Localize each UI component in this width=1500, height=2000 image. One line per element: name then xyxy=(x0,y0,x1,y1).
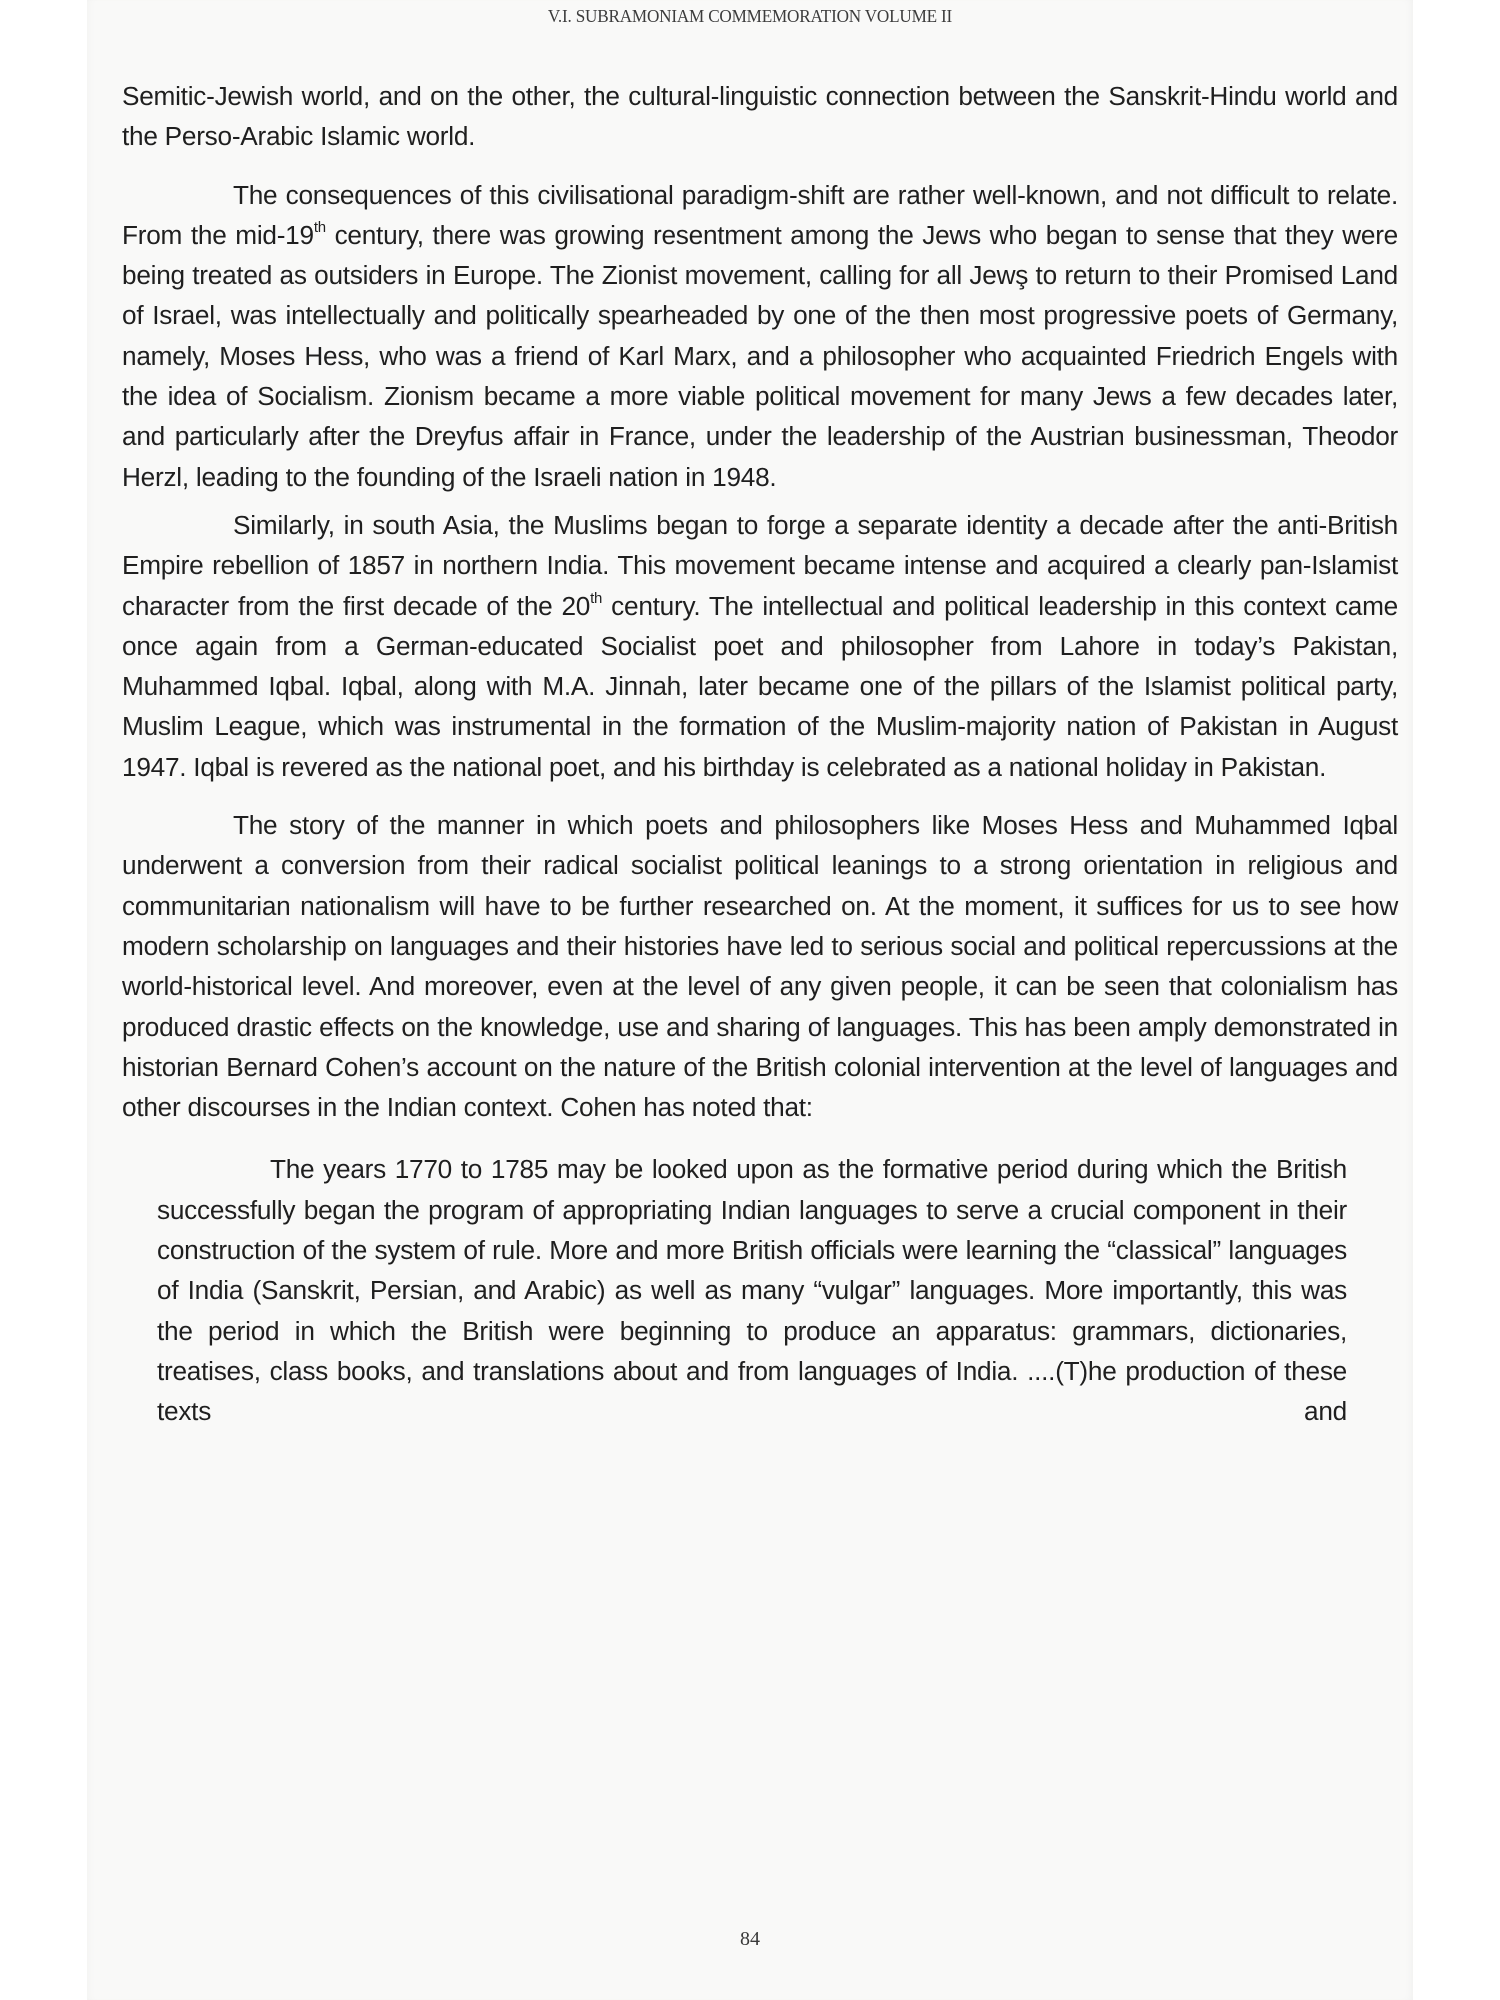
page-number: 84 xyxy=(740,1928,760,1950)
paragraph-2 xyxy=(122,175,1398,497)
ordinal-superscript: th xyxy=(313,219,326,237)
paragraph-2-text-b: century, there was growing resentment among the Jews who began to sense that they were being treated as outsiders in Europe. The Zionist movement, calling for all Jewş to return to their Promised Land of Israel, was intellectually and politically spearheaded by one of the then most progressive poets of Germany, namely, Moses Hess, who was a friend of Karl Marx, and a philosopher who acquainted Friedrich Engels with the idea of Socialism. Zionism became a more viable political movement for many Jews a few decades later, and particularly after the Dreyfus affair in France, under the leadership of the Austrian businessman, Theodor Herzl, leading to the founding of the Israeli nation in 1948. xyxy=(122,219,1398,492)
block-quote: The years 1770 to 1785 may be looked upon as the formative period during which the British successfully began the program of appropriating Indian languages to serve a crucial component in their construction of the system of rule. More and more British officials were learning the “classical” languages of India (Sanskrit, Persian, and Arabic) as well as many “vulgar” languages. More importantly, this was the period in which the British were beginning to produce an apparatus: grammars, dictionaries, treatises, class books, and translations about and from languages of India. ....(T)he production of these texts and xyxy=(157,1154,1347,1427)
paragraph-4: The story of the manner in which poets and philosophers like Moses Hess and Muhammed Iqbal underwent a conversion from their radical socialist political leanings to a strong orientation in religious and communitarian nationalism will have to be further researched on. At the moment, it suffices for us to see how modern scholarship on languages and their histories have led to serious social and political repercussions at the world-historical level. And moreover, even at the level of any given people, it can be seen that colonialism has produced drastic effects on the knowledge, use and sharing of languages. This has been amply demonstrated in historian Bernard Cohen’s account on the nature of the British colonial intervention at the level of languages and other discourses in the Indian context. Cohen has noted that: xyxy=(122,810,1398,1123)
ordinal-superscript: th xyxy=(590,589,603,607)
body-text xyxy=(122,76,1398,1432)
paragraph-3-text-a: Similarly, in south Asia, the Muslims began to forge a separate identity a decade after the anti-British Empire rebellion of 1857 in northern India. This movement became intense and acquired a clearly pan-Islamist character from the first decade of the 20 xyxy=(122,509,1398,621)
paragraph-3 xyxy=(122,505,1398,787)
paragraph-1: Semitic-Jewish world, and on the other, the cultural-linguistic connection between the Sanskrit-Hindu world and the Perso-Arabic Islamic world. xyxy=(122,81,1398,152)
paragraph-2-text-a: The consequences of this civilisational paradigm-shift are rather well-known, and not difficult to relate. From the mid-19 xyxy=(122,179,1398,250)
running-header: V.I. SUBRAMONIAM COMMEMORATION VOLUME II xyxy=(547,6,953,26)
paragraph-3-text-b: century. The intellectual and political leadership in this context came once again from a German-educated Socialist poet and philosopher from Lahore in today’s Pakistan, Muhammed Iqbal. Iqbal, along with M.A. Jinnah, later became one of the pillars of the Islamist political party, Muslim League, which was instrumental in the formation of the Muslim-majority nation of Pakistan in August 1947. Iqbal is revered as the national poet, and his birthday is celebrated as a national holiday in Pakistan. xyxy=(122,590,1398,782)
